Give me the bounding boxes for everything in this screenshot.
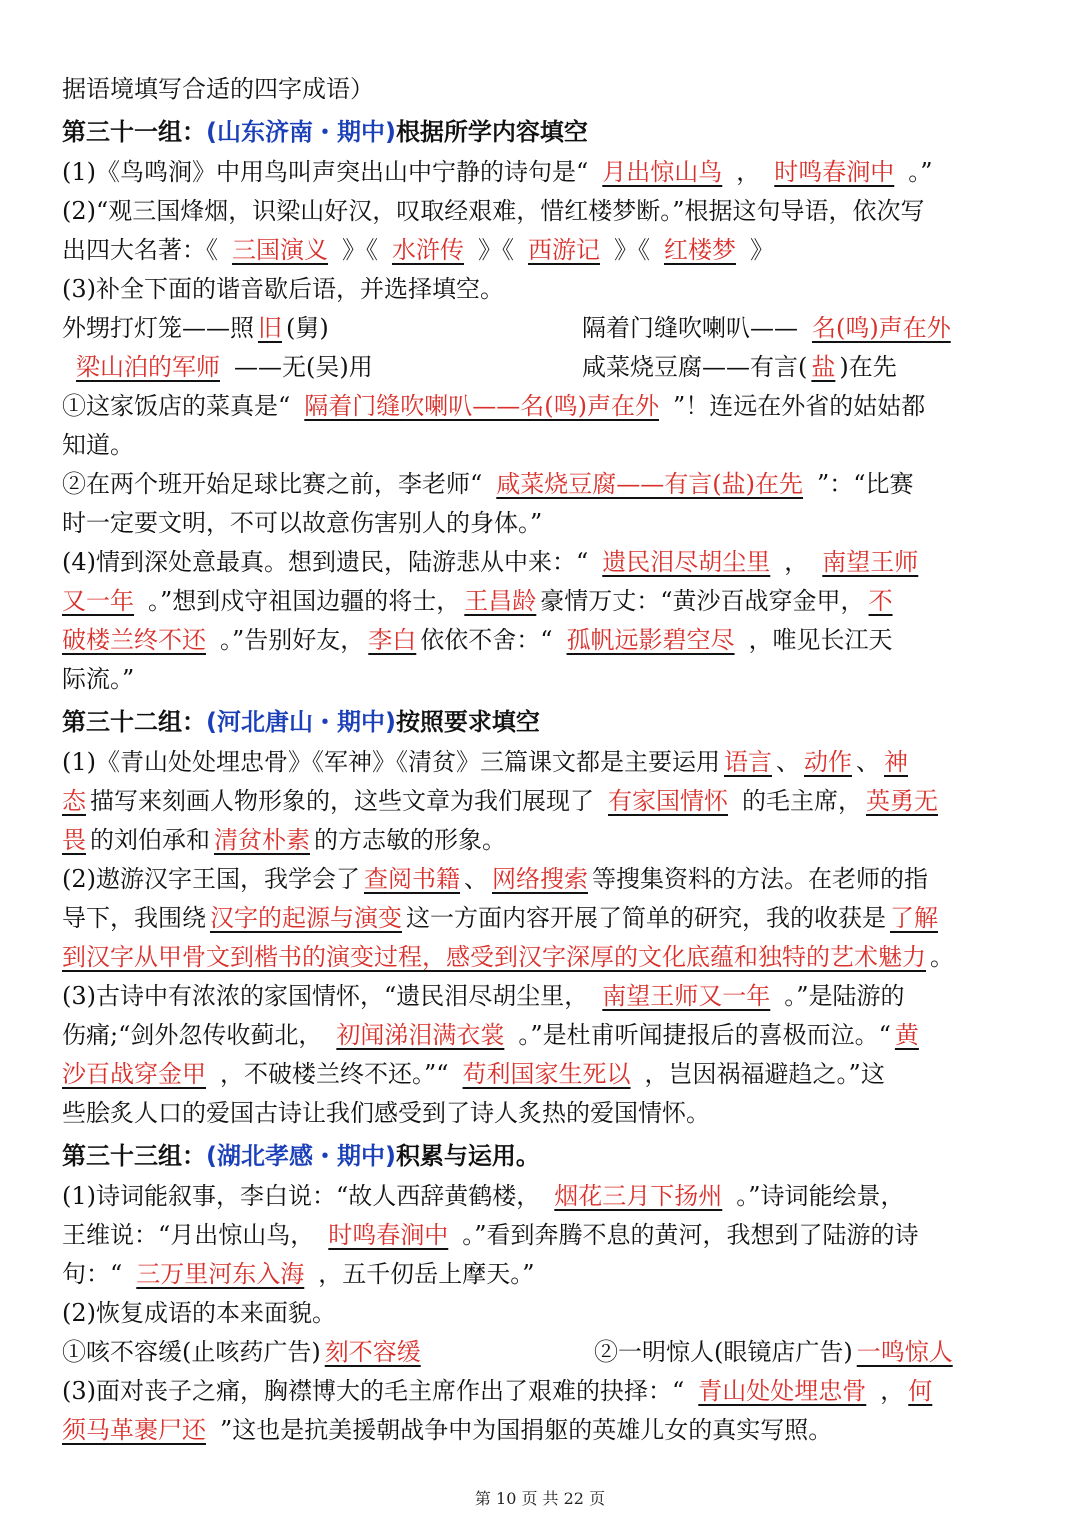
text: (3)面对丧子之痛，胸襟博大的毛主席作出了艰难的抉择：“	[62, 1377, 685, 1405]
answer: 网络搜索	[492, 865, 588, 893]
text: 出四大名著：《	[62, 236, 218, 264]
text: 这一方面内容开展了简单的研究，我的收获是	[406, 904, 886, 932]
answer: 南望王师	[822, 548, 919, 576]
answer: 李白	[368, 626, 417, 654]
text: (3)补全下面的谐音歇后语，并选择填空。	[62, 275, 504, 303]
g31-q3-choice1-l2	[62, 426, 1022, 464]
answer: 破楼兰终不还	[62, 626, 206, 654]
answer: 英勇无	[866, 787, 938, 815]
text: 伤痛;“剑外忽传收蓟北，	[62, 1021, 323, 1049]
answer: 动作	[804, 748, 852, 776]
text: ”这也是抗美援朝战争中为国捐躯的英雄儿女的真实写照。	[220, 1416, 833, 1444]
text: )在先	[839, 353, 897, 381]
text: 依依不舍：“	[420, 626, 553, 654]
answer: 时鸣春涧中	[328, 1221, 449, 1249]
text: ——无(吴)用	[234, 353, 373, 381]
text: (舅)	[286, 314, 329, 342]
group-task: 根据所学内容填空	[395, 118, 588, 146]
g31-q4-line2	[62, 582, 1022, 620]
page-footer: 第 10 页 共 22 页	[474, 1489, 606, 1508]
text: 隔着门缝吹喇叭——	[582, 314, 798, 342]
text: (1)《鸟鸣涧》中用鸟叫声突出山中宁静的诗句是“	[62, 158, 589, 186]
text: ，	[784, 548, 809, 576]
text: 、	[464, 865, 488, 893]
answer: 孤帆远影碧空尽	[566, 626, 735, 654]
text: 时一定要文明，不可以故意伤害别人的身体。”	[62, 509, 543, 537]
text: 。”是杜甫听闻捷报后的喜极而泣。“	[518, 1021, 891, 1049]
answer: 畏	[62, 826, 86, 854]
answer: 了解	[890, 904, 938, 932]
group-source: (湖北孝感・期中)	[206, 1142, 396, 1170]
g31-q2-line2	[62, 231, 1022, 269]
text: ，五千仞岳上摩天。”	[318, 1260, 535, 1288]
g33-q1-line2	[62, 1216, 1022, 1254]
answer: 隔着门缝吹喇叭——名(鸣)声在外	[304, 392, 660, 420]
answer: 红楼梦	[664, 236, 736, 264]
text: 。”想到戍守祖国边疆的将士，	[148, 587, 461, 615]
text: 的毛主席，	[742, 787, 862, 815]
text: 些脍炙人口的爱国古诗让我们感受到了诗人炙热的爱国情怀。	[62, 1099, 710, 1127]
column-2	[582, 348, 897, 386]
answer: 态	[62, 787, 86, 815]
answer: 三万里河东入海	[136, 1260, 305, 1288]
answer: 西游记	[528, 236, 600, 264]
answer: 到汉字从甲骨文到楷书的演变过程，感受到汉字深厚的文化底蕴和独特的艺术魅力	[62, 943, 926, 971]
text: 等搜集资料的方法。在老师的指	[592, 865, 928, 893]
text: 知道。	[62, 431, 134, 459]
text: 的刘伯承和	[90, 826, 210, 854]
group-33-heading	[62, 1137, 1022, 1175]
answer: 盐	[811, 353, 836, 381]
answer: 三国演义	[232, 236, 328, 264]
group-task: 积累与运用。	[395, 1142, 540, 1170]
text: (1)《青山处处埋忠骨》《军神》《清贫》三篇课文都是主要运用	[62, 748, 720, 776]
g31-q2-line1	[62, 192, 1022, 230]
group-source: (山东济南・期中)	[206, 118, 396, 146]
answer: 时鸣春涧中	[774, 158, 895, 186]
text: ，	[880, 1377, 905, 1405]
column-2	[594, 1333, 957, 1371]
text: ①咳不容缓(止咳药广告)	[62, 1338, 321, 1366]
g33-q2-line1	[62, 1294, 1022, 1332]
group-31-heading	[62, 113, 1022, 151]
g31-q4-line3	[62, 621, 1022, 659]
intro-text: 据语境填写合适的四字成语）	[62, 75, 374, 103]
answer: 不	[868, 587, 893, 615]
g31-q4-line1	[62, 543, 1022, 581]
answer: 又一年	[62, 587, 134, 615]
answer: 沙百战穿金甲	[62, 1060, 206, 1088]
answer: 月出惊山鸟	[602, 158, 723, 186]
answer: 苟利国家生死以	[462, 1060, 631, 1088]
answer: 初闻涕泪满衣裳	[336, 1021, 505, 1049]
answer: 旧	[258, 314, 282, 342]
text: 、	[856, 748, 880, 776]
text: 的方志敏的形象。	[314, 826, 506, 854]
g31-q3-choice2-l2	[62, 504, 1022, 542]
g33-q3-line2	[62, 1411, 1022, 1449]
text: ②一明惊人(眼镜店广告)	[594, 1338, 853, 1366]
answer: 有家国情怀	[608, 787, 728, 815]
text: 描写来刻画人物形象的，这些文章为我们展现了	[90, 787, 594, 815]
text: 。	[930, 943, 954, 971]
text: ，	[736, 158, 761, 186]
g32-q3-line3	[62, 1055, 1022, 1093]
text: (2)遨游汉字王国，我学会了	[62, 865, 360, 893]
text: 。”告别好友，	[220, 626, 365, 654]
answer: 水浒传	[392, 236, 464, 264]
g32-q3-line4	[62, 1094, 1022, 1132]
g33-q3-line1	[62, 1372, 1022, 1410]
text: 》《	[342, 236, 378, 264]
group-source: (河北唐山・期中)	[206, 708, 396, 736]
text: 。”	[908, 158, 933, 186]
answer: 名(鸣)声在外	[812, 314, 951, 342]
text: 。”看到奔腾不息的黄河，我想到了陆游的诗	[462, 1221, 919, 1249]
g31-q4-line4	[62, 660, 1022, 698]
answer: 烟花三月下扬州	[554, 1182, 723, 1210]
answer: 语言	[724, 748, 772, 776]
text: ”：“比赛	[817, 470, 914, 498]
group-title: 第三十三组：	[62, 1142, 206, 1170]
text: 》	[750, 236, 774, 264]
g33-q2-row	[62, 1333, 1022, 1371]
answer: 王昌龄	[464, 587, 537, 615]
text: 句：“	[62, 1260, 123, 1288]
column-2	[582, 309, 965, 347]
g32-q3-line2	[62, 1016, 1022, 1054]
g32-q2-line2	[62, 899, 1022, 937]
g31-q3-xiehouyu-row1	[62, 309, 1022, 347]
answer: 神	[884, 748, 908, 776]
g33-q1-line1	[62, 1177, 1022, 1215]
text: (4)情到深处意最真。想到遗民，陆游悲从中来：“	[62, 548, 589, 576]
text: 豪情万丈：“黄沙百战穿金甲，	[540, 587, 865, 615]
answer: 黄	[894, 1021, 919, 1049]
answer: 何	[908, 1377, 933, 1405]
g32-q3-line1	[62, 977, 1022, 1015]
g31-q3-choice1	[62, 387, 1022, 425]
g31-q3-xiehouyu-row2	[62, 348, 1022, 386]
intro-line	[62, 70, 1022, 108]
text: ，岂因祸福避趋之。”这	[644, 1060, 885, 1088]
answer: 南望王师又一年	[602, 982, 771, 1010]
g32-q1-line1	[62, 743, 1022, 781]
text: (2)恢复成语的本来面貌。	[62, 1299, 336, 1327]
text: 》《	[478, 236, 514, 264]
group-title: 第三十一组：	[62, 118, 206, 146]
text: ，唯见长江天	[748, 626, 893, 654]
text: ②在两个班开始足球比赛之前，李老师“	[62, 470, 483, 498]
g31-q1	[62, 153, 1022, 191]
answer: 须马革裹尸还	[62, 1416, 206, 1444]
g33-q1-line3	[62, 1255, 1022, 1293]
text: (3)古诗中有浓浓的家国情怀，“遗民泪尽胡尘里，	[62, 982, 589, 1010]
answer: 梁山泊的军师	[76, 353, 220, 381]
text: (2)“观三国烽烟，识梁山好汉，叹取经艰难，惜红楼梦断。”根据这句导语，依次写	[62, 197, 925, 225]
g32-q2-line3	[62, 938, 1022, 976]
text: ，不破楼兰终不还。”“	[220, 1060, 449, 1088]
text: 》《	[614, 236, 650, 264]
text: 外甥打灯笼——照	[62, 314, 254, 342]
text: 。”是陆游的	[784, 982, 905, 1010]
text: 导下，我围绕	[62, 904, 206, 932]
g32-q1-line3	[62, 821, 1022, 859]
answer: 一鸣惊人	[856, 1338, 953, 1366]
g32-q1-line2	[62, 782, 1022, 820]
answer: 查阅书籍	[364, 865, 460, 893]
group-task: 按照要求填空	[395, 708, 540, 736]
answer: 遗民泪尽胡尘里	[602, 548, 771, 576]
text: 际流。”	[62, 665, 135, 693]
answer: 咸菜烧豆腐——有言(盐)在先	[496, 470, 804, 498]
group-32-heading	[62, 703, 1022, 741]
text: 、	[776, 748, 800, 776]
text: ”！连远在外省的姑姑都	[673, 392, 926, 420]
answer: 汉字的起源与演变	[210, 904, 402, 932]
g31-q3-line1	[62, 270, 1022, 308]
text: (1)诗词能叙事，李白说：“故人西辞黄鹤楼，	[62, 1182, 541, 1210]
g32-q2-line1	[62, 860, 1022, 898]
answer: 青山处处埋忠骨	[698, 1377, 867, 1405]
text: 。”诗词能绘景，	[736, 1182, 905, 1210]
group-title: 第三十二组：	[62, 708, 206, 736]
text: 王维说：“月出惊山鸟，	[62, 1221, 315, 1249]
text: 咸菜烧豆腐——有言(	[582, 353, 808, 381]
answer: 清贫朴素	[214, 826, 310, 854]
g31-q3-choice2	[62, 465, 1022, 503]
text: ①这家饭店的菜真是“	[62, 392, 291, 420]
answer: 刻不容缓	[324, 1338, 421, 1366]
